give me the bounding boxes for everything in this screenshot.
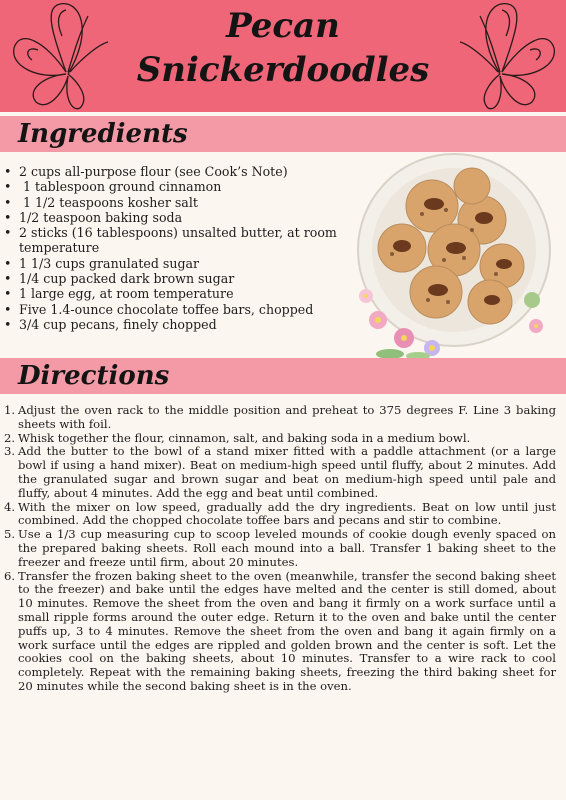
step-text: Use a 1/3 cup measuring cup to scoop leveled mounds of cookie dough evenly spaced on the prepared baking sheets. Roll each mound into a ball. Transfer 1 baking sheet to the freezer and freeze until firm, about 20 minutes. [18, 527, 556, 569]
step-text: Transfer the frozen baking sheet to the oven (meanwhile, transfer the second baking sheet to the freezer) and bake until the edges have melted and the center is still domed, about 10 minutes. Remove the sheet from the oven and bang it firmly on a work surface until a small ripple forms around the outer edge. Return it to the oven and bake until the center puffs up, 3 to 4 minutes. Remove the sheet from the oven and bang it again firmly on a work surface until the edges are rippled and golden brown and the center is soft. Let the cookies cool on the baking sheets, about 10 minutes. Transfer to a wire rack to cool completely. Repeat with the remaining baking sheets, freezing the third baking sheet for 20 minutes while the second baking sheet is in the oven. [18, 568, 556, 693]
step-number: 6. [4, 568, 16, 583]
step-text: Adjust the oven rack to the middle position and preheat to 375 degrees F. Line 3 baking sheets with foil. [18, 403, 556, 431]
list-item: • 1 large egg, at room temperature [4, 286, 350, 301]
step-text: Whisk together the flour, cinnamon, salt, and baking soda in a medium bowl. [18, 430, 471, 445]
title-line-2: Snickerdoodles [136, 50, 430, 90]
step-number: 4. [4, 499, 16, 514]
list-item [4, 404, 556, 432]
step-text: Add the butter to the bowl of a stand mixer fitted with a paddle attachment (or a large bowl if using a hand mixer). Beat on medium-high speed until fluffy, about 2 minutes. Add the granulated sugar and brown sugar and beat on medium-high speed until pale and fluffy, about 4 minutes. Add the egg and beat until combined. [18, 444, 556, 500]
step-text: With the mixer on low speed, gradually add the dry ingredients. Beat on low until just combined. Add the chopped chocolate toffee bars and pecans and stir to combine. [18, 499, 556, 528]
header-banner [0, 0, 566, 112]
step-number: 5. [4, 527, 16, 542]
ingredients-heading: Ingredients [18, 119, 188, 149]
list-item [4, 501, 556, 529]
list-item: • 1/4 cup packed dark brown sugar [4, 271, 350, 286]
list-item [4, 528, 556, 569]
list-item: • 2 sticks (16 tablespoons) unsalted butter, at room temperature [4, 225, 350, 256]
list-item: • 2 cups all-purpose flour (see Cook’s Note) [4, 164, 350, 179]
step-number: 3. [4, 444, 16, 459]
recipe-title [0, 4, 566, 92]
ingredients-band [0, 116, 566, 152]
list-item: • 1 1/3 cups granulated sugar [4, 256, 350, 271]
list-item: • 3/4 cup pecans, finely chopped [4, 317, 350, 332]
list-item [4, 570, 556, 694]
directions-band [0, 358, 566, 394]
directions-list [4, 404, 556, 694]
list-item: • 1/2 teaspoon baking soda [4, 210, 350, 225]
list-item: • Five 1.4-ounce chocolate toffee bars, chopped [4, 302, 350, 317]
title-line-1: Pecan [226, 6, 340, 46]
ingredients-list [4, 164, 350, 332]
cookie-plate-photo [352, 150, 556, 360]
step-number: 2. [4, 430, 16, 445]
list-item: • 1 1/2 teaspoons kosher salt [4, 195, 350, 210]
directions-heading: Directions [18, 361, 170, 391]
list-item: • 1 tablespoon ground cinnamon [4, 179, 350, 194]
list-item [4, 445, 556, 500]
list-item [4, 432, 556, 446]
step-number: 1. [4, 403, 16, 417]
